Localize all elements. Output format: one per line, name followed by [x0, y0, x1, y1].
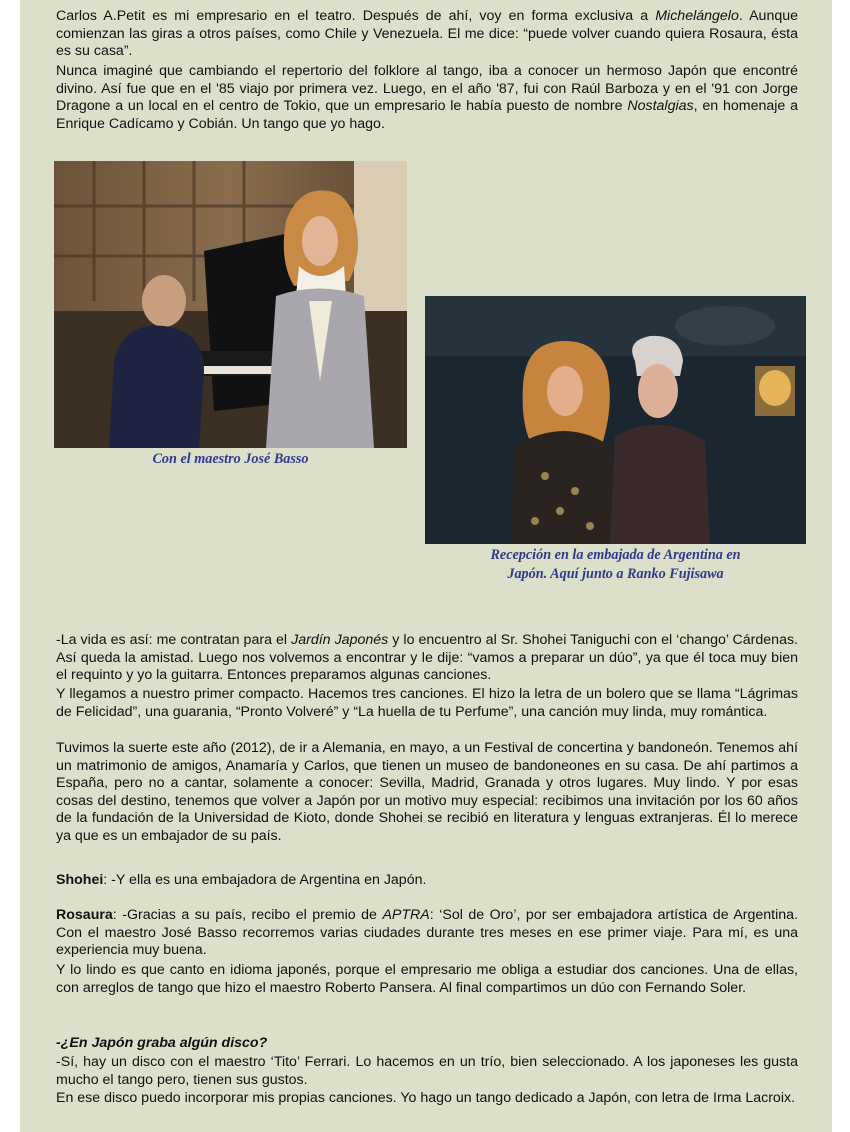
photo-studio-scene: [54, 161, 407, 448]
interview-question: -¿En Japón graba algún disco?: [56, 1035, 268, 1051]
body-paragraph-alemania: Tuvimos la suerte este año (2012), de ir a Alemania, en mayo, a un Festival de concertina y bandoneón. Tenemos ahí un matrimonio de amigos, Anamaría y Carlos, que tienen un museo de bandoneones en su casa. De ahí partimos a España, pero no a cantar, solamente a conocer: Sevilla, Madrid, Granada y otros lugares. Muy lindo. Y por esas cosas del destino, tenemos que volver a Japón por un motivo muy especial: recibimos una invitación por los 60 años de la fundación de la Universidad de Kioto, donde Shohei se recibió en literatura y lenguas extranjeras. Él lo merece ya que es un embajador de su país.: [56, 740, 798, 844]
caption-left-photo: Con el maestro José Basso: [152, 451, 309, 467]
body-paragraph-jardin: -La vida es así: me contratan para el Jardín Japonés y lo encuentro al Sr. Shohei Taniguchi con el ‘chango’ Cárdenas. Así queda la amistad. Luego nos volvemos a encontrar y le dije: “vamos a preparar un dúo”, ya que él toca muy bien el requinto y yo la guitarra. Entonces preparamos algunas canciones.: [56, 632, 799, 684]
magazine-page: [20, 0, 832, 1132]
answer-paragraph-disco: -Sí, hay un disco con el maestro ‘Tito’ Ferrari. Lo hacemos en un trío, bien seleccionado. A los japoneses les gusta mucho el tango pero, tienen sus gustos.: [56, 1054, 798, 1088]
intro-paragraph-1: Carlos A.Petit es mi empresario en el teatro. Después de ahí, voy en forma exclusiva a Michelángelo. Aunque comienzan las giras a otros países, como Chile y Venezuela. El me dice: “puede volver cuando quiera Rosaura, ésta es su casa”.: [56, 8, 799, 60]
dialogue-rosaura: Rosaura: -Gracias a su país, recibo el premio de APTRA: ‘Sol de Oro’, por ser embajadora artística de Argentina. Con el maestro José Basso recorremos varias ciudades durante tres meses en ese primer viaje. Para mí, es una experiencia muy buena.: [56, 907, 798, 959]
intro-paragraph-2: Nunca imaginé que cambiando el repertorio del folklore al tango, iba a conocer un hermoso Japón que encontré divino. Así fue que en el '85 viajo por primera vez. Luego, en el año '87, fui con Raúl Barboza y en el '91 con Jorge Dragone a un local en el centro de Tokio, que un empresario le había puesto de nombre Nostalgias, en homenaje a Enrique Cadícamo y Cobián. Un tango que yo hago.: [56, 63, 798, 132]
body-paragraph-compacto: Y llegamos a nuestro primer compacto. Hacemos tres canciones. El hizo la letra de un bolero que se llama “Lágrimas de Felicidad”, una guarania, “Pronto Volveré” y “La huella de tu Perfume”, una canción muy linda, muy romántica.: [56, 686, 798, 720]
photo-with-maestro-basso: [54, 161, 407, 448]
answer-paragraph-canciones: En ese disco puedo incorporar mis propias canciones. Yo hago un tango dedicado a Japón, con letra de Irma Lacroix.: [56, 1090, 796, 1106]
photo-reception-scene: [425, 296, 806, 544]
dialogue-shohei: Shohei: -Y ella es una embajadora de Argentina en Japón.: [56, 872, 427, 888]
caption-right-photo: Recepción en la embajada de Argentina en Japón. Aquí junto a Ranko Fujisawa: [490, 547, 741, 582]
body-paragraph-japones: Y lo lindo es que canto en idioma japonés, porque el empresario me obliga a estudiar dos canciones. Una de ellas, con arreglos de tango que hizo el maestro Roberto Pansera. Al final compartimos un dúo con Fernando Soler.: [56, 962, 798, 996]
photo-embassy-reception: [425, 296, 806, 544]
